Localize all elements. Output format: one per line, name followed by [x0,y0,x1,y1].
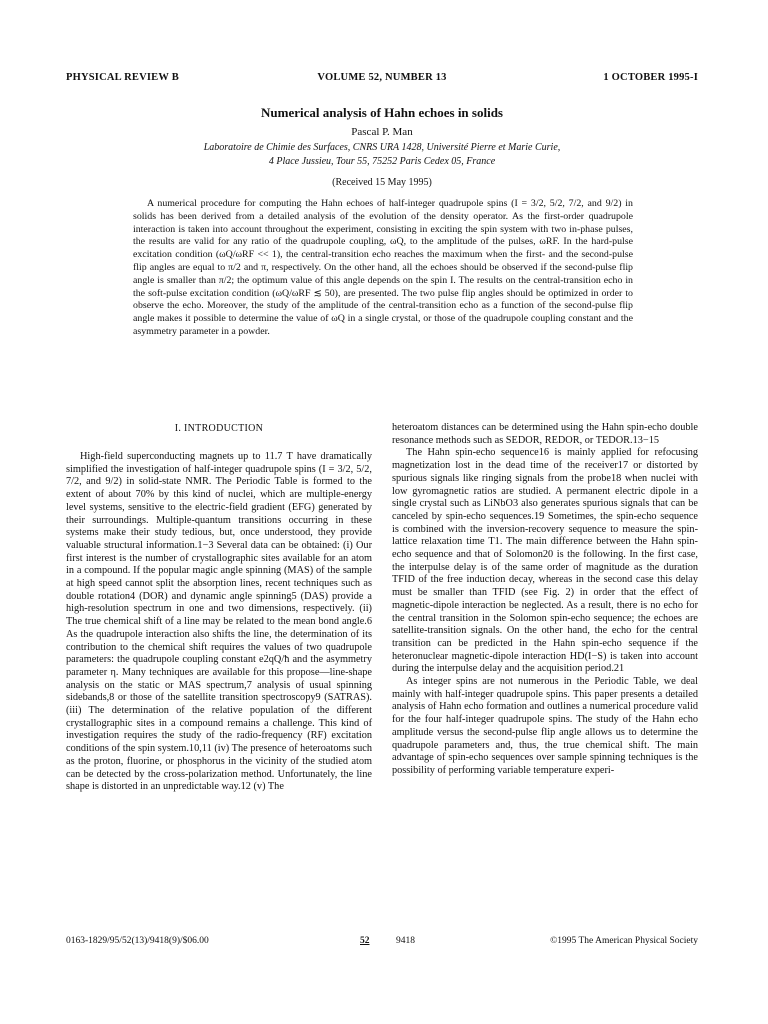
page-number: 9418 [396,936,415,946]
article-code: 0163-1829/95/52(13)/9418(9)/$06.00 [66,936,209,946]
page-footer [66,936,698,950]
affiliation [66,141,698,168]
right-column [392,422,698,778]
copyright-notice: ©1995 The American Physical Society [550,936,698,946]
left-paragraph-1: High-field superconducting magnets up to 11.7 T have dramatically simplified the investigation of half-integer quadrupole spins (I = 3/2, 5/2, 7/2, and 9/2) in solid-state NMR. The Periodic Table is formed to the extent of about 70% by this kind of nuclei, which are multiple-energy level systems, sensitive to the electric-field gradient (EFG) generated by their surroundings. Multiple-quantum transitions occurring in these systems make their study tedious, but, once understood, they provide valuable structural information.1−3 Several data can be obtained: (i) Our first interest is the number of crystallographic sites available for an atom in a compound. If the popular magic angle spinning (MAS) of the sample at high speed cannot split the absorption lines, recent techniques such as double rotation4 (DOR) and dynamic angle spinning5 (DAS) provide a high-resolution spectrum in one and two dimensions, respectively. (ii) The true chemical shift of a line may be related to the mean bond angle.6 As the quadrupole interaction also shifts the line, the determination of its contribution to the chemical shift requires the values of two quadrupole parameters: the quadrupole coupling constant e2qQ/ħ and the asymmetry parameter η. Many techniques are available for this propose—line-shape analysis on the static or MAS spectrum,7 analysis of usual spinning sidebands,8 or those of the satellite transition spectroscopy9 (SATRAS). (iii) The determination of the relative population of the different crystallographic sites in a compound remains a challenge. This kind of investigation requires the study of the radio-frequency (RF) excitation conditions of the spin system.10,11 (iv) The presence of heteroatoms such as the proton, fluorine, or phosphorus in the vicinity of the studied atom can be detected by the cross-polarization method. Unfortunately, the line shape is distorted in an unpredictable way.12 (v) The [66,451,372,793]
right-paragraph-2: The Hahn spin-echo sequence16 is mainly applied for refocusing magnetization lost in the dead time of the receiver17 or distorted by spurious signals like ringing signals from the probe18 when nuclei with low gyromagnetic ratios are studied. A permanent electric dipole in a single crystal such as LiNbO3 also generates spurious signals that can be canceled by spin-echo sequences.19 Sometimes, the spin-echo sequence is combined with the inversion-recovery sequence to measure the spin-lattice relaxation time T1. The main difference between the Hahn spin-echo sequence and that of Solomon20 is the following. In the first case, the interpulse delay is of the same order of magnitude as the duration TFID of the free induction decay, whereas in the second case this delay must be smaller than TFID (see Fig. 2) in order that the effect of magnetic-dipole interaction be neglected. As a result, there is no echo for the central transition in the Solomon spin-echo sequence; the echoes are satellite-transition signals. On the other hand, the echo for the central transition can be predicted in the Hahn spin-echo sequence if the heteronuclear magnetic-dipole interaction HD(I−S) is taken into account during the interpulse delay and the acquisition period.21 [392,447,698,675]
section-heading: I. INTRODUCTION [174,423,264,434]
right-paragraph-3: As integer spins are not numerous in the Periodic Table, we deal mainly with half-integer quadrupole spins. This paper presents a detailed analysis of Hahn echo formation and outlines a numerical procedure valid for the four half-integer quadrupole spins. The study of the Hahn echo amplitude versus the second-pulse flip angle allows us to determine the quadrupole parameters and, thus, the true chemical shift. The main advantage of spin-echo sequences over sample spinning techniques is the possibility of performing variable temperature experi- [392,676,698,776]
issue-date: 1 OCTOBER 1995-I [603,72,698,83]
footer-volume: 52 [360,936,370,946]
author-name: Pascal P. Man [351,126,413,138]
abstract [133,198,633,339]
journal-name: PHYSICAL REVIEW B [66,72,179,83]
abstract-text: A numerical procedure for computing the Hahn echoes of half-integer quadrupole spins (I = 3/2, 5/2, 7/2, and 9/2) in solids has been derived from a detailed analysis of the evolution of the density operator. As the first-order quadrupole interaction is taken into account throughout the experiment, consisting in exciting the spin system with two in-phase pulses, the results are valid for any ratio of the quadrupole coupling, ωQ, to the amplitude of the pulses, ωRF. In the hard-pulse excitation condition (ωQ/ωRF << 1), the central-transition echo reaches the maximum when the first- and the second-pulse flip angles are equal to π/2 and π, respectively. On the other hand, all the echoes should be observed if the second-pulse flip angle is smaller than π/2; the optimum value of this angle depends on the spin I. The results on the central-transition echo in the soft-pulse excitation condition (ωQ/ωRF ≲ 50), are presented. The two pulse flip angles should be optimized in order to observe the echo. Moreover, the study of the amplitude of the central-transition echo as a function of the second-pulse flip angle makes it possible to determine the value of ωQ in a single crystal, or those of the quadrupole coupling constant and the asymmetry parameter in a powder. [133,198,633,337]
received-date: (Received 15 May 1995) [332,177,432,188]
affiliation-line-1: Laboratoire de Chimie des Surfaces, CNRS URA 1428, Université Pierre et Marie Curie, [203,142,561,153]
running-header [66,72,698,88]
paper-title: Numerical analysis of Hahn echoes in solids [261,105,503,120]
left-column [66,451,372,794]
right-paragraph-1: heteroatom distances can be determined using the Hahn spin-echo double resonance methods such as SEDOR, REDOR, or TEDOR.13−15 [392,422,698,446]
affiliation-line-2: 4 Place Jussieu, Tour 55, 75252 Paris Cedex 05, France [268,155,496,167]
volume-number: VOLUME 52, NUMBER 13 [317,72,447,83]
